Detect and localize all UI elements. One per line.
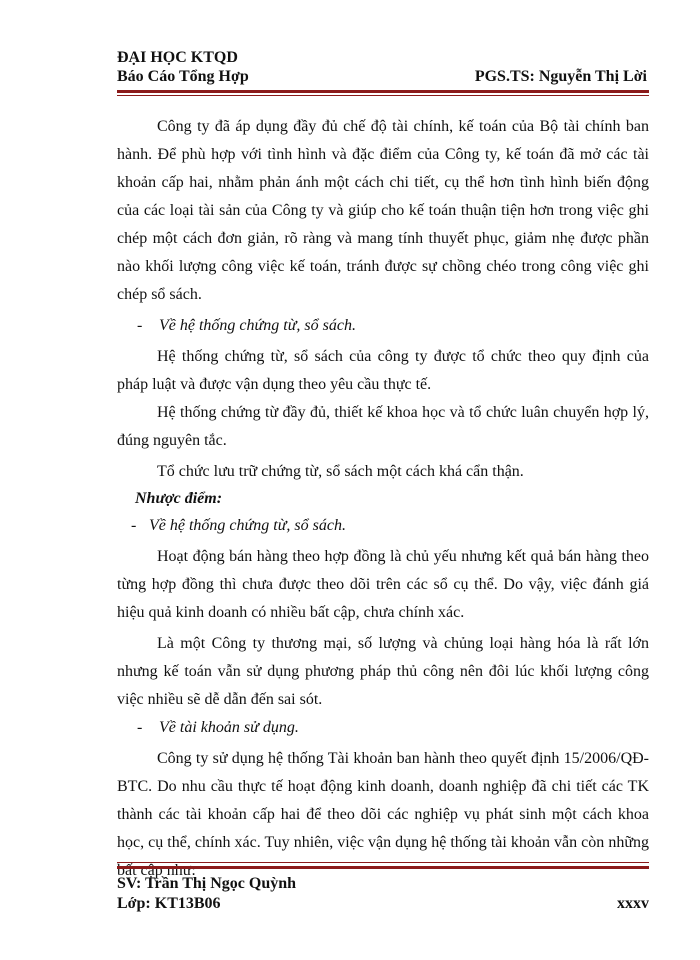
paragraph: Tổ chức lưu trữ chứng từ, sổ sách một cách khá cẩn thận. <box>157 463 524 480</box>
bullet-item <box>117 714 649 742</box>
supervisor-name: PGS.TS: Nguyễn Thị Lời <box>474 68 647 85</box>
header-row <box>117 67 647 86</box>
paragraph: Là một Công ty thương mại, số lượng và chủng loại hàng hóa là rất lớn nhưng kế toán vẫn sử dụng phương pháp thủ công nên đôi lúc khối lượng công việc nhiều sẽ dễ dẫn đến sai sót. <box>117 635 649 708</box>
header-divider-thin <box>117 95 649 96</box>
class-name: Lớp: KT13B06 <box>117 895 221 912</box>
footer-row <box>117 894 649 914</box>
paragraph: Hệ thống chứng từ đầy đủ, thiết kế khoa học và tổ chức luân chuyển hợp lý, đúng nguyên tắc. <box>117 404 649 449</box>
paragraph: Công ty sử dụng hệ thống Tài khoản ban hành theo quyết định 15/2006/QĐ-BTC. Do nhu cầu thực tế hoạt động kinh doanh, doanh nghiệp đã chi tiết các TK thành các tài khoản cấp hai để theo dõi các nghiệp vụ phát sinh một cách khoa học, cụ thể, chính xác. Tuy nhiên, việc vận dụng hệ thống tài khoản vẫn còn những bất cập như: <box>117 750 649 879</box>
university-name: ĐẠI HỌC KTQD <box>117 49 238 66</box>
paragraph: Hệ thống chứng từ, sổ sách của công ty được tổ chức theo quy định của pháp luật và được vận dụng theo yêu cầu thực tế. <box>117 348 649 393</box>
dash-icon: - <box>137 719 143 736</box>
footer-divider <box>117 866 649 869</box>
bullet-text: Về tài khoản sử dụng. <box>159 719 299 736</box>
page-footer <box>117 874 649 914</box>
page-header <box>117 48 647 86</box>
student-name: SV: Trần Thị Ngọc Quỳnh <box>117 875 297 892</box>
bullet-item <box>117 512 649 540</box>
dash-icon: - <box>137 317 143 334</box>
paragraph: Hoạt động bán hàng theo hợp đồng là chủ yếu nhưng kết quả bán hàng theo từng hợp đồng thì chưa được theo dõi trên các sổ cụ thể. Do vậy, việc đánh giá hiệu quả kinh doanh có nhiều bất cập, chưa chính xác. <box>117 548 649 621</box>
bullet-text: Về hệ thống chứng từ, sổ sách. <box>149 517 346 534</box>
report-title: Báo Cáo Tổng Hợp <box>117 68 249 85</box>
page-number: xxxv <box>617 895 649 912</box>
subheading: Nhược điểm: <box>135 490 223 507</box>
paragraph: Công ty đã áp dụng đầy đủ chế độ tài chính, kế toán của Bộ tài chính ban hành. Để phù hợp với tình hình và đặc điểm của Công ty, kế toán đã mở các tài khoản cấp hai, nhằm phản ánh một cách chi tiết, cụ thể hơn tình hình biến động của các loại tài sản của Công ty và giúp cho kế toán thuận tiện hơn trong việc ghi chép một cách đơn giản, rõ ràng và mang tính thuyết phục, giảm nhẹ được phần nào khối lượng công việc kế toán, tránh được sự chồng chéo trong công việc ghi chép sổ sách. <box>117 118 649 303</box>
bullet-item <box>117 312 649 340</box>
document-body <box>117 113 649 885</box>
bullet-text: Về hệ thống chứng từ, sổ sách. <box>159 317 356 334</box>
footer-divider-thin <box>117 862 649 863</box>
dash-icon: - <box>131 517 137 534</box>
header-divider <box>117 90 649 93</box>
